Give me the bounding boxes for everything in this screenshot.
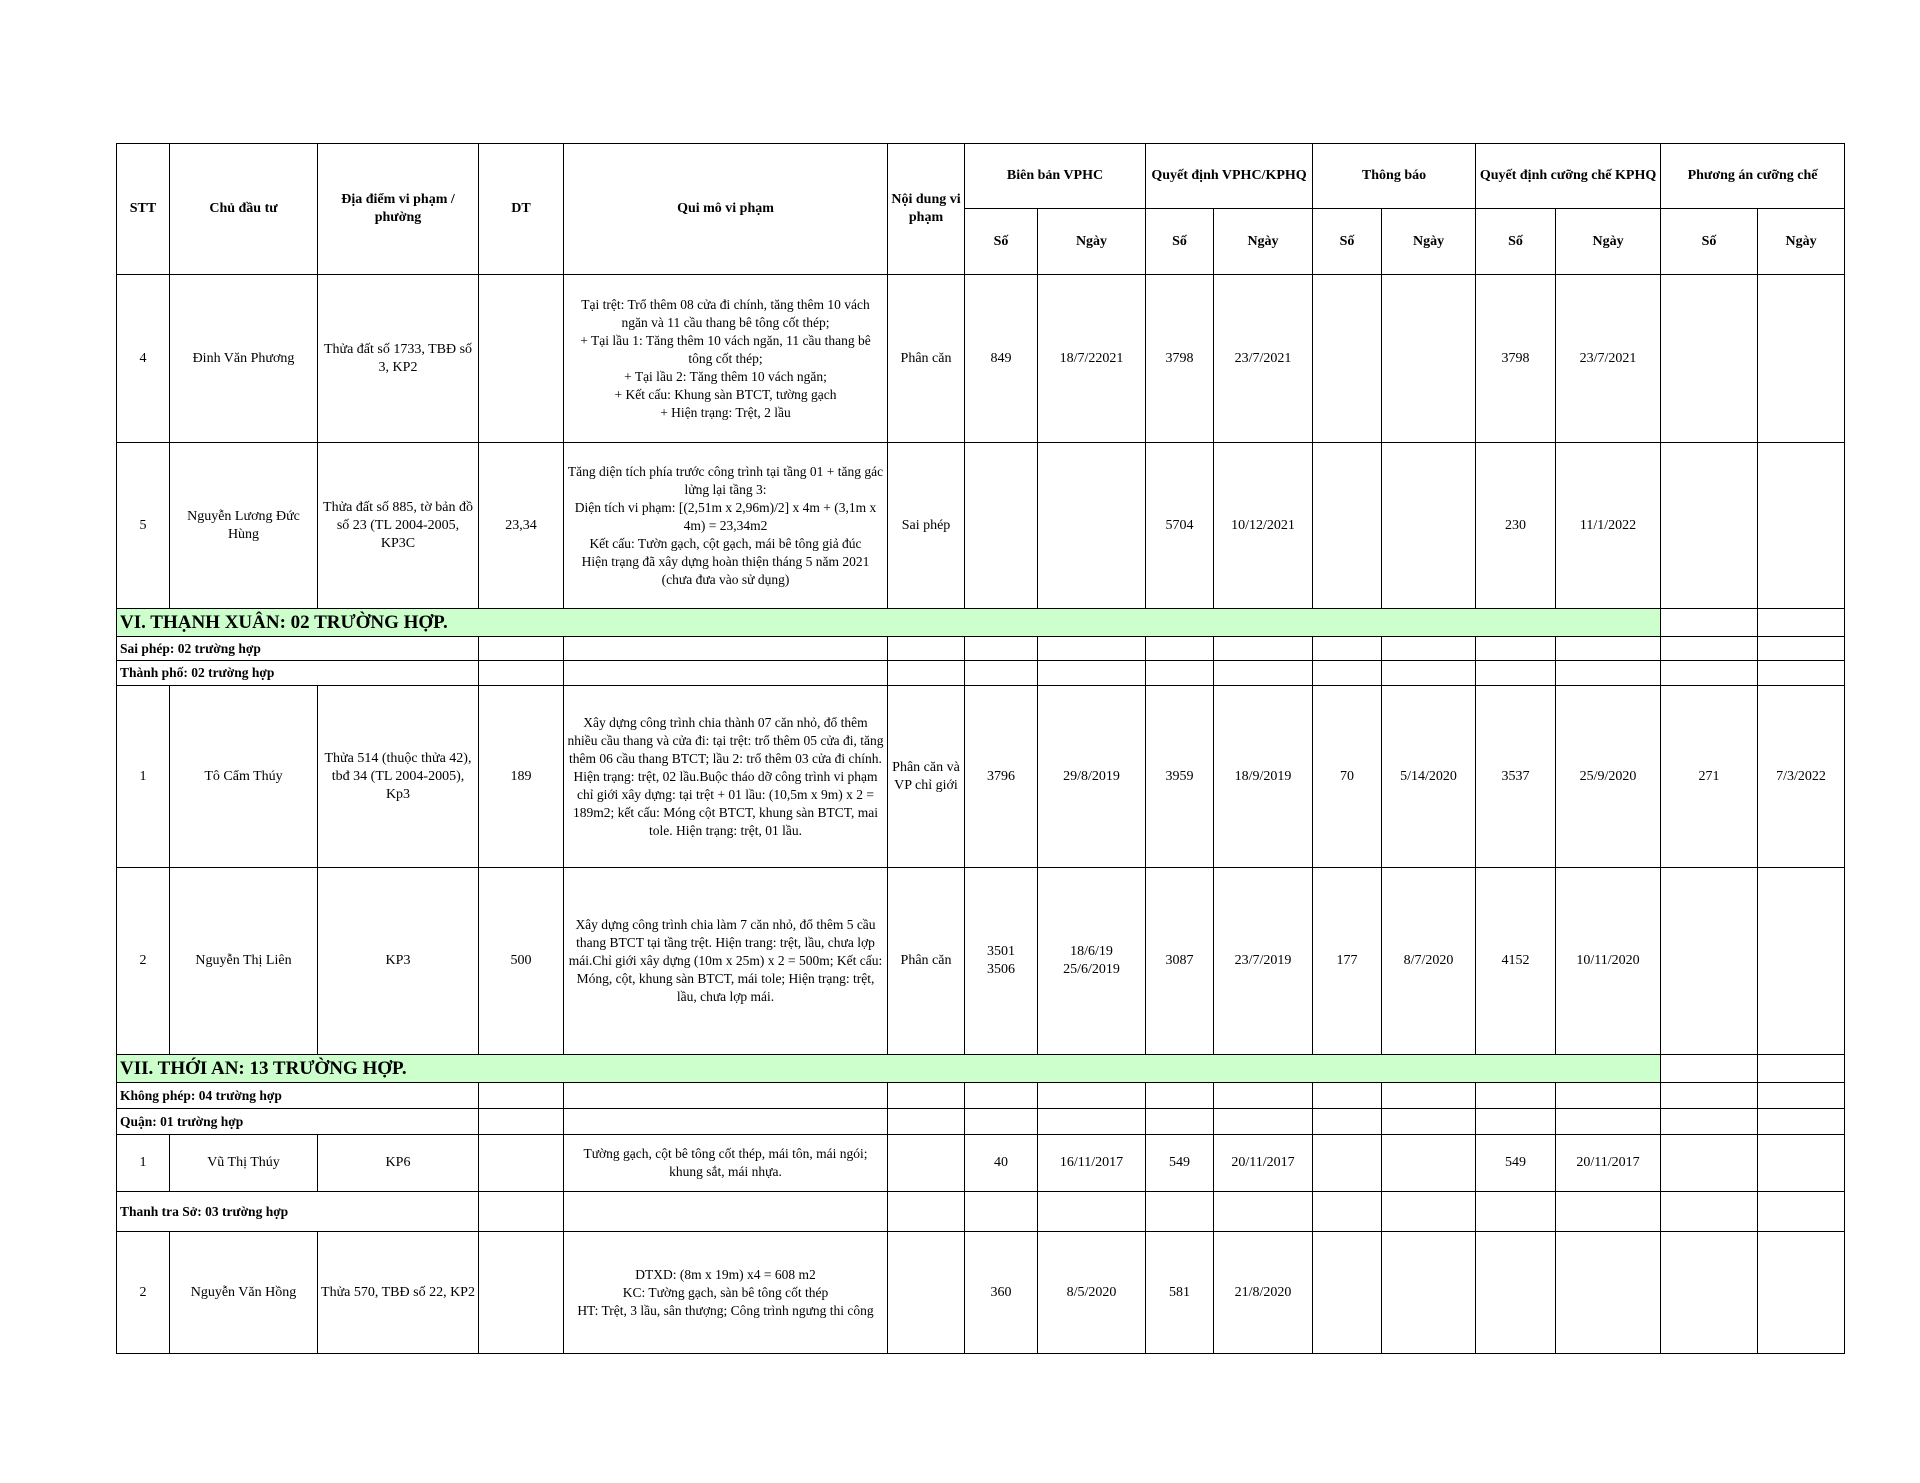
empty-cell [1382,1083,1476,1109]
header-row-1 [117,144,1845,209]
cell-plan-no [1661,1232,1758,1354]
cell-location: Thửa 514 (thuộc thửa 42), tbđ 34 (TL 2004-2005), Kp3 [318,686,479,868]
cell-location: KP3 [318,868,479,1055]
empty-cell [1382,1192,1476,1232]
subsection-row [117,661,1845,686]
empty-cell [1758,1055,1845,1083]
empty-cell [479,1083,564,1109]
subsection-label: Sai phép: 02 trường hợp [117,637,479,661]
subsection-row [117,1083,1845,1109]
empty-cell [564,1083,888,1109]
cell-enforce-no: 230 [1476,443,1556,609]
cell-record-no [965,443,1038,609]
cell-record-date [1038,443,1146,609]
empty-cell [1382,1109,1476,1135]
empty-cell [564,637,888,661]
cell-record-no: 849 [965,275,1038,443]
cell-owner: Nguyễn Lương Đức Hùng [170,443,318,609]
cell-record-no: 360 [965,1232,1038,1354]
cell-plan-date [1758,1232,1845,1354]
empty-cell [1382,661,1476,686]
header-decision-date: Ngày [1214,209,1313,275]
header-owner: Chủ đầu tư [170,144,318,275]
header-decision-no: Số [1146,209,1214,275]
cell-scale: Xây dựng công trình chia thành 07 căn nhỏ, đổ thêm nhiều cầu thang và cửa đi: tại trệt: trổ thêm 05 cửa đi, tăng thêm 06 cầu thang BTCT; lầu 2: trổ thêm 03 cửa đi chính. Hiện trạng: trệt, 02 lầu.Buộc tháo dỡ công trình vi phạm chỉ giới xây dựng: tại trệt + 01 lầu: (10,5m x 9m) x 2 = 189m2; kết cấu: Móng cột BTCT, khung sàn BTCT, mai tole. Hiện trạng: trệt, 01 lầu. [564,686,888,868]
empty-cell [1038,661,1146,686]
cell-enforce-date: 11/1/2022 [1556,443,1661,609]
empty-cell [1758,609,1845,637]
cell-record-date: 18/7/22021 [1038,275,1146,443]
empty-cell [888,1109,965,1135]
cell-content: Phân căn và VP chỉ giới [888,686,965,868]
header-plan: Phương án cưỡng chế [1661,144,1845,209]
empty-cell [1313,1192,1382,1232]
empty-cell [888,1083,965,1109]
empty-cell [1214,1192,1313,1232]
cell-notice-date: 5/14/2020 [1382,686,1476,868]
empty-cell [1476,637,1556,661]
empty-cell [888,1192,965,1232]
cell-content: Phân căn [888,275,965,443]
cell-notice-date [1382,443,1476,609]
cell-enforce-date: 25/9/2020 [1556,686,1661,868]
cell-location: Thửa 570, TBĐ số 22, KP2 [318,1232,479,1354]
cell-location: Thửa đất số 885, tờ bản đồ số 23 (TL 2004-2005, KP3C [318,443,479,609]
cell-stt: 2 [117,1232,170,1354]
header-notice-no: Số [1313,209,1382,275]
cell-location: KP6 [318,1135,479,1192]
empty-cell [1661,1083,1758,1109]
header-notice: Thông báo [1313,144,1476,209]
cell-plan-date: 7/3/2022 [1758,686,1845,868]
cell-notice-no [1313,275,1382,443]
section-row [117,1055,1845,1083]
cell-record-no: 3501 3506 [965,868,1038,1055]
cell-notice-no: 70 [1313,686,1382,868]
cell-stt: 4 [117,275,170,443]
empty-cell [965,637,1038,661]
cell-enforce-no: 3537 [1476,686,1556,868]
cell-notice-no [1313,1135,1382,1192]
header-enforce-date: Ngày [1556,209,1661,275]
header-record-date: Ngày [1038,209,1146,275]
cell-enforce-date: 23/7/2021 [1556,275,1661,443]
table-row [117,868,1845,1055]
header-plan-date: Ngày [1758,209,1845,275]
header-enforce: Quyết định cưỡng chế KPHQ [1476,144,1661,209]
empty-cell [1146,1083,1214,1109]
cell-decision-date: 18/9/2019 [1214,686,1313,868]
cell-owner: Tô Cẩm Thúy [170,686,318,868]
cell-plan-date [1758,868,1845,1055]
cell-record-date: 8/5/2020 [1038,1232,1146,1354]
empty-cell [1214,1109,1313,1135]
cell-dt: 189 [479,686,564,868]
subsection-label: Không phép: 04 trường hợp [117,1083,479,1109]
cell-decision-date: 21/8/2020 [1214,1232,1313,1354]
cell-plan-no [1661,443,1758,609]
cell-content: Phân căn [888,868,965,1055]
cell-content: Sai phép [888,443,965,609]
section-title-vi: VI. THẠNH XUÂN: 02 TRƯỜNG HỢP. [117,609,1661,637]
violation-table [116,143,1845,1354]
empty-cell [1661,661,1758,686]
empty-cell [1476,1192,1556,1232]
cell-decision-no: 581 [1146,1232,1214,1354]
empty-cell [1313,637,1382,661]
header-notice-date: Ngày [1382,209,1476,275]
empty-cell [1038,637,1146,661]
empty-cell [965,1083,1038,1109]
cell-decision-date: 23/7/2021 [1214,275,1313,443]
subsection-row [117,1109,1845,1135]
cell-stt: 5 [117,443,170,609]
empty-cell [1146,661,1214,686]
empty-cell [1313,1083,1382,1109]
cell-plan-date [1758,443,1845,609]
empty-cell [1661,1109,1758,1135]
header-enforce-no: Số [1476,209,1556,275]
cell-owner: Đinh Văn Phương [170,275,318,443]
empty-cell [1661,1192,1758,1232]
cell-plan-no: 271 [1661,686,1758,868]
empty-cell [1661,637,1758,661]
empty-cell [965,1192,1038,1232]
empty-cell [1382,637,1476,661]
subsection-row [117,1192,1845,1232]
header-stt: STT [117,144,170,275]
header-decision: Quyết định VPHC/KPHQ [1146,144,1313,209]
cell-decision-date: 20/11/2017 [1214,1135,1313,1192]
cell-enforce-date: 20/11/2017 [1556,1135,1661,1192]
empty-cell [1146,1192,1214,1232]
cell-dt [479,275,564,443]
cell-record-no: 40 [965,1135,1038,1192]
cell-scale: Tăng diện tích phía trước công trình tại tầng 01 + tăng gác lửng lại tầng 3: Diện tích vi phạm: [(2,51m x 2,96m)/2] x 4m + (3,1m x 4m) = 23,34m2 Kết cấu: Tườn gạch, cột gạch, mái bê tông giả đúc Hiện trạng đã xây dựng hoàn thiện tháng 5 năm 2021 (chưa đưa vào sử dụng) [564,443,888,609]
table-row [117,275,1845,443]
empty-cell [564,1109,888,1135]
cell-record-no: 3796 [965,686,1038,868]
empty-cell [479,661,564,686]
subsection-label: Thanh tra Sở: 03 trường hợp [117,1192,479,1232]
empty-cell [479,637,564,661]
cell-enforce-no [1476,1232,1556,1354]
empty-cell [888,661,965,686]
cell-scale: Xây dựng công trình chia làm 7 căn nhỏ, đổ thêm 5 cầu thang BTCT tại tầng trệt. Hiện trang: trệt, lầu, chưa lợp mái.Chỉ giới xây dựng (10m x 25m) x 2 = 500m; Kết cấu: Móng, cột, khung sàn BTCT, mái tole; Hiện trạng: trệt, lầu, chưa lợp mái. [564,868,888,1055]
empty-cell [1146,637,1214,661]
cell-enforce-no: 4152 [1476,868,1556,1055]
empty-cell [1758,1192,1845,1232]
cell-record-date: 16/11/2017 [1038,1135,1146,1192]
cell-decision-no: 3087 [1146,868,1214,1055]
empty-cell [1556,1192,1661,1232]
empty-cell [965,661,1038,686]
cell-stt: 1 [117,686,170,868]
cell-decision-no: 5704 [1146,443,1214,609]
empty-cell [1214,637,1313,661]
cell-plan-no [1661,868,1758,1055]
empty-cell [1556,1083,1661,1109]
cell-location: Thửa đất số 1733, TBĐ số 3, KP2 [318,275,479,443]
empty-cell [1214,661,1313,686]
cell-dt [479,1232,564,1354]
empty-cell [1758,637,1845,661]
cell-scale: Tại trệt: Trổ thêm 08 cửa đi chính, tăng thêm 10 vách ngăn và 11 cầu thang bê tông cốt thép; + Tại lầu 1: Tăng thêm 10 vách ngăn, 11 cầu thang bê tông cốt thép; + Tại lầu 2: Tăng thêm 10 vách ngăn; + Kết cấu: Khung sàn BTCT, tường gạch + Hiện trạng: Trệt, 2 lầu [564,275,888,443]
cell-enforce-date: 10/11/2020 [1556,868,1661,1055]
header-record: Biên bản VPHC [965,144,1146,209]
subsection-row [117,637,1845,661]
empty-cell [1476,1109,1556,1135]
cell-content [888,1232,965,1354]
cell-notice-date [1382,1135,1476,1192]
cell-scale: DTXD: (8m x 19m) x4 = 608 m2 KC: Tường gạch, sàn bê tông cốt thép HT: Trệt, 3 lầu, sân thượng; Công trình ngưng thi công [564,1232,888,1354]
cell-decision-no: 3959 [1146,686,1214,868]
cell-owner: Nguyễn Văn Hồng [170,1232,318,1354]
table-row [117,1135,1845,1192]
empty-cell [1661,1055,1758,1083]
empty-cell [479,1192,564,1232]
cell-notice-date: 8/7/2020 [1382,868,1476,1055]
empty-cell [564,1192,888,1232]
table-row [117,1232,1845,1354]
empty-cell [1661,609,1758,637]
empty-cell [1038,1109,1146,1135]
cell-record-date: 18/6/19 25/6/2019 [1038,868,1146,1055]
empty-cell [1556,1109,1661,1135]
empty-cell [1476,661,1556,686]
cell-plan-date [1758,1135,1845,1192]
cell-notice-no: 177 [1313,868,1382,1055]
empty-cell [888,637,965,661]
cell-stt: 2 [117,868,170,1055]
cell-notice-date [1382,275,1476,443]
cell-plan-no [1661,1135,1758,1192]
cell-enforce-no: 3798 [1476,275,1556,443]
empty-cell [479,1109,564,1135]
empty-cell [1038,1083,1146,1109]
cell-notice-date [1382,1232,1476,1354]
empty-cell [1758,1083,1845,1109]
empty-cell [1556,637,1661,661]
empty-cell [1313,661,1382,686]
empty-cell [1476,1083,1556,1109]
cell-plan-no [1661,275,1758,443]
table-row [117,443,1845,609]
header-plan-no: Số [1661,209,1758,275]
cell-record-date: 29/8/2019 [1038,686,1146,868]
empty-cell [1758,1109,1845,1135]
empty-cell [1313,1109,1382,1135]
cell-decision-no: 549 [1146,1135,1214,1192]
cell-notice-no [1313,443,1382,609]
cell-decision-date: 23/7/2019 [1214,868,1313,1055]
empty-cell [564,661,888,686]
cell-dt: 500 [479,868,564,1055]
cell-dt [479,1135,564,1192]
header-dt: DT [479,144,564,275]
header-content: Nội dung vi phạm [888,144,965,275]
subsection-label: Thành phố: 02 trường hợp [117,661,479,686]
empty-cell [965,1109,1038,1135]
cell-content [888,1135,965,1192]
empty-cell [1038,1192,1146,1232]
table-row [117,686,1845,868]
cell-notice-no [1313,1232,1382,1354]
section-title-vii: VII. THỚI AN: 13 TRƯỜNG HỢP. [117,1055,1661,1083]
cell-decision-no: 3798 [1146,275,1214,443]
section-row [117,609,1845,637]
cell-owner: Vũ Thị Thúy [170,1135,318,1192]
cell-enforce-no: 549 [1476,1135,1556,1192]
empty-cell [1556,661,1661,686]
header-record-no: Số [965,209,1038,275]
cell-dt: 23,34 [479,443,564,609]
header-scale: Qui mô vi phạm [564,144,888,275]
cell-scale: Tường gạch, cột bê tông cốt thép, mái tôn, mái ngói; khung sắt, mái nhựa. [564,1135,888,1192]
header-location: Địa điểm vi phạm / phường [318,144,479,275]
subsection-label: Quận: 01 trường hợp [117,1109,479,1135]
empty-cell [1758,661,1845,686]
cell-owner: Nguyễn Thị Liên [170,868,318,1055]
cell-decision-date: 10/12/2021 [1214,443,1313,609]
empty-cell [1146,1109,1214,1135]
cell-enforce-date [1556,1232,1661,1354]
cell-plan-date [1758,275,1845,443]
empty-cell [1214,1083,1313,1109]
cell-stt: 1 [117,1135,170,1192]
